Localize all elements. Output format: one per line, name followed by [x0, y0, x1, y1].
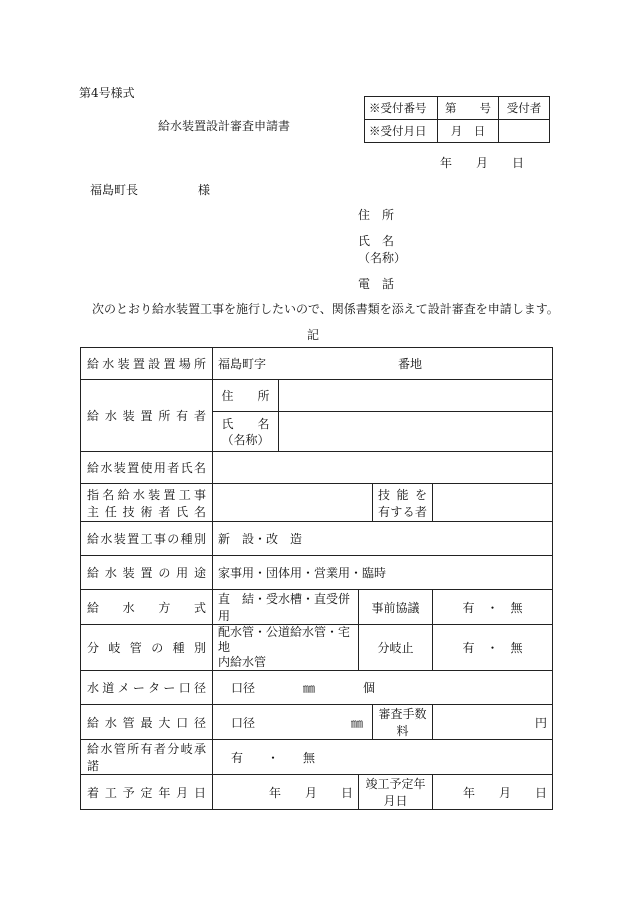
- receipt-number-value[interactable]: 第 号: [438, 97, 499, 120]
- owner-address-label: 住 所: [213, 380, 279, 412]
- form-title: 給水装置設計審査申請書: [158, 119, 291, 133]
- start-date[interactable]: 年 月 日: [213, 775, 359, 810]
- consent-options[interactable]: 有 ・ 無: [213, 740, 553, 775]
- table-row: [81, 484, 553, 522]
- ki-heading: 記: [307, 328, 320, 342]
- branch-stop-label: 分岐止: [359, 625, 433, 671]
- max-pipe-label: 給水管最大口径: [81, 705, 213, 740]
- receipt-number-label: ※受付番号: [365, 97, 438, 120]
- prior-options[interactable]: 有 ・ 無: [433, 590, 553, 625]
- owner-name-label-cell: [213, 412, 279, 452]
- work-type-options[interactable]: 新 設・改 造: [213, 522, 553, 556]
- start-label: 着工予定年月日: [81, 775, 213, 810]
- table-row: [81, 625, 553, 671]
- branch-options-cell[interactable]: [213, 625, 359, 671]
- branch-label: 分岐管の種別: [81, 625, 213, 671]
- intro-text: 次のとおり給水装置工事を施行したいので、関係書類を添えて設計審査を申請します。: [92, 302, 559, 316]
- table-row: [81, 348, 553, 380]
- skill-label-line1: 技能を: [378, 487, 427, 502]
- table-row: [81, 556, 553, 590]
- applicant-address-label: 住 所: [358, 208, 395, 222]
- branch-options-line2: 内給水管: [218, 655, 267, 669]
- location-label: 給水装置設置場所: [81, 348, 213, 380]
- meter-label: 水道メーター口径: [81, 671, 213, 705]
- application-table: [80, 347, 553, 810]
- table-row: [81, 740, 553, 775]
- branch-options-line1: 配水管・公道給水管・宅地: [218, 625, 351, 654]
- table-row: [81, 380, 553, 412]
- table-row: [81, 452, 553, 484]
- table-row: [81, 775, 553, 810]
- owner-name-label: 氏 名: [221, 416, 270, 431]
- applicant-name-sub: （名称）: [358, 251, 407, 265]
- engineer-field[interactable]: [213, 484, 373, 522]
- table-row: [81, 522, 553, 556]
- owner-name-field[interactable]: [279, 412, 553, 452]
- fee-label: 審査手数料: [373, 705, 433, 740]
- table-row: [81, 705, 553, 740]
- location-value[interactable]: 福島町字 番地: [213, 348, 553, 380]
- receipt-date-label: ※受付月日: [365, 120, 438, 143]
- applicant-name-label: 氏 名: [358, 234, 395, 248]
- skill-label-line2: 有する者: [378, 504, 427, 519]
- fee-value[interactable]: 円: [433, 705, 553, 740]
- skill-label-cell: [373, 484, 433, 522]
- prior-label: 事前協議: [359, 590, 433, 625]
- engineer-label-line2: 主任技術者氏名: [87, 504, 206, 519]
- owner-label: 給水装置所有者: [81, 380, 213, 452]
- table-row: [81, 590, 553, 625]
- skill-field[interactable]: [433, 484, 553, 522]
- user-field[interactable]: [213, 452, 553, 484]
- max-pipe-value[interactable]: 口径 ㎜: [213, 705, 373, 740]
- method-label: 給水方式: [81, 590, 213, 625]
- meter-value[interactable]: 口径 ㎜ 個: [213, 671, 553, 705]
- addressee: 福島町長 様: [90, 183, 211, 197]
- receipt-date-value[interactable]: 月 日: [438, 120, 499, 143]
- receipt-box: [364, 96, 550, 143]
- owner-address-field[interactable]: [279, 380, 553, 412]
- table-row: [81, 671, 553, 705]
- end-label: 竣工予定年月日: [359, 775, 433, 810]
- usage-label: 給水装置の用途: [81, 556, 213, 590]
- work-type-label: 給水装置工事の種別: [81, 522, 213, 556]
- receiver-field[interactable]: [499, 120, 550, 143]
- engineer-label-cell: [81, 484, 213, 522]
- end-date[interactable]: 年 月 日: [433, 775, 553, 810]
- owner-name-sub: （名称）: [221, 432, 270, 447]
- form-number: 第4号様式: [79, 86, 135, 100]
- application-date[interactable]: 年 月 日: [440, 156, 525, 170]
- consent-label: 給水管所有者分岐承諾: [81, 740, 213, 775]
- method-options[interactable]: 直 結・受水槽・直受併用: [213, 590, 359, 625]
- branch-stop-options[interactable]: 有 ・ 無: [433, 625, 553, 671]
- applicant-phone-label: 電 話: [358, 277, 395, 291]
- engineer-label-line1: 指名給水装置工事: [87, 487, 206, 502]
- receiver-label: 受付者: [499, 97, 550, 120]
- user-label: 給水装置使用者氏名: [81, 452, 213, 484]
- usage-options[interactable]: 家事用・団体用・営業用・臨時: [213, 556, 553, 590]
